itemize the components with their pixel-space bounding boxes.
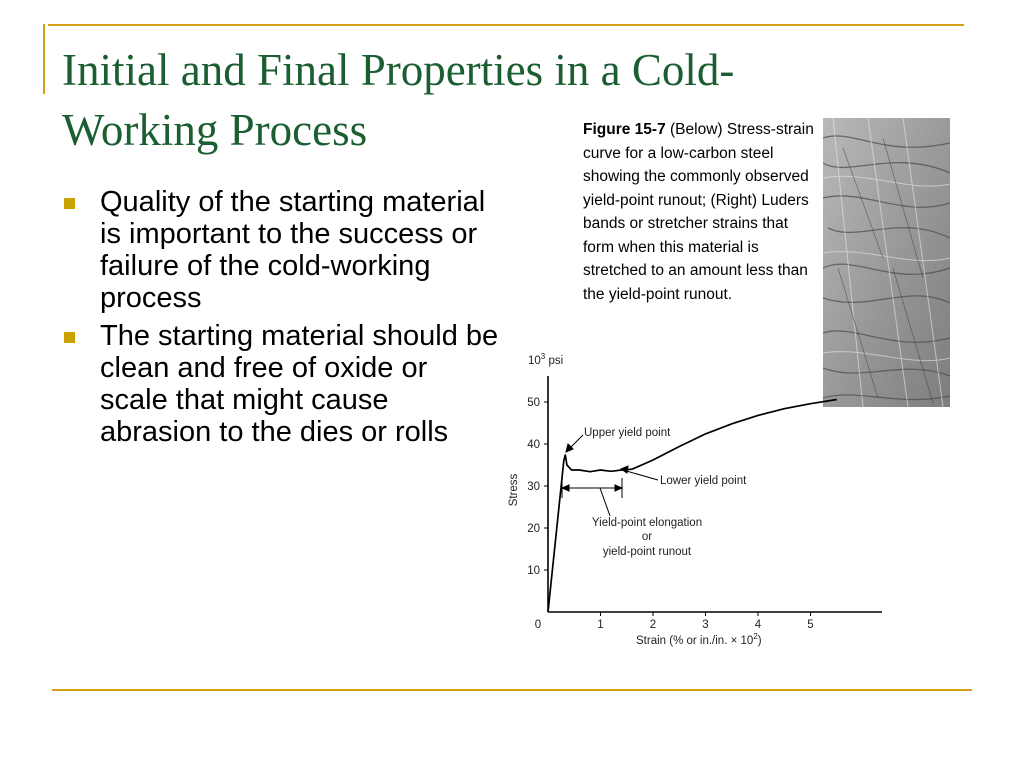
bullet-text: The starting material should be clean and free of oxide or scale that might cause abrasion to the dies or rolls [100, 320, 499, 448]
y-unit-label: $10^3$ psi [528, 352, 564, 367]
annotation-upper-yield-point: Upper yield point [584, 427, 671, 439]
bullet-list [62, 186, 502, 454]
x-axis-label: Strain (% or in./in. × $10^2$) [636, 632, 762, 647]
x-tick-label: 5 [807, 619, 814, 631]
annotation-yield-point-elongation: Yield-point elongation [591, 517, 703, 529]
top-accent-rule [48, 24, 964, 26]
x-tick-label: 1 [597, 619, 604, 631]
x-tick-label: 4 [754, 619, 762, 631]
figure-caption [583, 118, 823, 306]
y-tick-label: 30 [527, 481, 540, 493]
x-tick-label: 0 [534, 619, 542, 631]
bottom-accent-rule [52, 689, 972, 691]
bullet-item [62, 320, 502, 448]
bullet-item [62, 186, 502, 314]
bullet-text: Quality of the starting material is important to the success or failure of the cold-working process [100, 186, 486, 314]
slide-title: Initial and Final Properties in a Cold-Working Process [62, 45, 735, 155]
annotation-lower-yield-point: Lower yield point [660, 475, 747, 487]
y-axis-label: Stress [508, 473, 520, 507]
figure-caption-label: Figure 15-7 [583, 121, 666, 138]
left-accent-rule [43, 24, 45, 94]
annotation-arrows [562, 435, 658, 516]
annotation-yield-point-runout: yield-point runout [602, 546, 692, 558]
y-tick-label: 20 [527, 523, 540, 535]
y-tick-label: 40 [527, 439, 540, 451]
y-tick-label: 50 [527, 397, 540, 409]
figure-caption-text: (Below) Stress-strain curve for a low-carbon steel showing the commonly observed yield-point runout; (Right) Luders bands or stretcher strains that form when this material is stretched to an amount less than the yield-point runout. [583, 121, 814, 303]
square-bullet-icon [64, 198, 75, 209]
stress-strain-chart [500, 340, 890, 650]
x-tick-label: 3 [702, 619, 709, 631]
annotation-or: or [641, 531, 653, 543]
x-tick-label: 2 [649, 619, 657, 631]
square-bullet-icon [64, 332, 75, 343]
y-tick-label: 10 [527, 565, 540, 577]
